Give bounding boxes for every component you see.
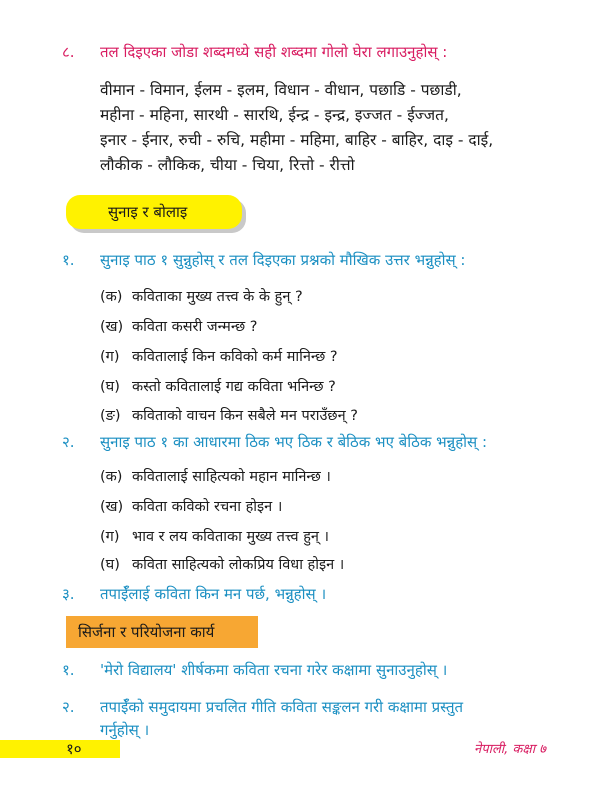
item-text: कविताको वाचन किन सबैले मन पराउँछन् ?	[132, 408, 358, 424]
list-item	[100, 376, 336, 396]
list-item	[100, 496, 282, 516]
list-item	[100, 466, 331, 486]
listening-question-2	[62, 432, 487, 452]
question-number: ८.	[62, 43, 75, 61]
word-line: इनार - ईनार, रुची - रुचि, महीमा - महिमा, बाहिर - बाहिर, दाइ - दाई,	[100, 131, 494, 149]
item-label: (घ)	[100, 557, 120, 573]
question-number: १.	[62, 251, 75, 269]
item-text: कवितालाई साहित्यको महान मानिन्छ ।	[132, 469, 331, 485]
list-item	[100, 526, 329, 546]
item-label: (ग)	[100, 349, 120, 365]
listening-question-3	[62, 584, 326, 604]
question-number: १.	[62, 661, 75, 679]
item-text: कस्तो कवितालाई गद्य कविता भनिन्छ ?	[132, 379, 336, 395]
item-text: कवितालाई किन कविको कर्म मानिन्छ ?	[132, 349, 338, 365]
word-line: वीमान - विमान, ईलम - इलम, विधान - वीधान, पछाडि - पछाडी,	[100, 81, 462, 99]
item-text: भाव र लय कविताका मुख्य तत्त्व हुन् ।	[132, 529, 330, 545]
item-text: कविता साहित्यको लोकप्रिय विधा होइन ।	[132, 557, 345, 573]
word-line: लौकीक - लौकिक, चीया - चिया, रित्तो - रीत्तो	[100, 156, 355, 174]
list-item	[100, 346, 338, 366]
question-text: तपाईँको समुदायमा प्रचलित गीति कविता सङ्कलन गरी कक्षामा प्रस्तुत	[100, 698, 464, 716]
item-text: कविता कसरी जन्मन्छ ?	[132, 319, 258, 335]
question-text: सुनाइ पाठ १ का आधारमा ठिक भए ठिक र बेठिक भए बेठिक भन्नुहोस् :	[100, 433, 488, 451]
listening-question-1	[62, 250, 465, 270]
item-label: (घ)	[100, 379, 120, 395]
question-text-continuation: गर्नुहोस् ।	[100, 721, 150, 739]
question-number: २.	[62, 433, 75, 451]
question-number: ३.	[62, 585, 75, 603]
item-label: (ख)	[100, 499, 124, 515]
page-number: १०	[66, 740, 82, 758]
section-heading-listening: सुनाइ र बोलाइ	[66, 195, 242, 229]
item-label: (ङ)	[100, 408, 121, 424]
question-text: 'मेरो विद्यालय' शीर्षकमा कविता रचना गरेर कक्षामा सुनाउनुहोस् ।	[100, 661, 448, 679]
question-text: तल दिइएका जोडा शब्दमध्ये सही शब्दमा गोलो घेरा लगाउनुहोस् :	[100, 43, 448, 61]
question-text: सुनाइ पाठ १ सुन्नुहोस् र तल दिइएका प्रश्नको मौखिक उत्तर भन्नुहोस् :	[100, 251, 466, 269]
item-label: (क)	[100, 289, 123, 305]
list-item	[100, 286, 303, 306]
project-question-1	[62, 660, 447, 680]
question-text: तपाईँलाई कविता किन मन पर्छ, भन्नुहोस् ।	[100, 585, 327, 603]
item-label: (ख)	[100, 319, 124, 335]
question-number: २.	[62, 698, 75, 716]
item-label: (क)	[100, 469, 123, 485]
section-heading-project: सिर्जना र परियोजना कार्य	[66, 616, 258, 648]
item-label: (ग)	[100, 529, 120, 545]
item-text: कविताका मुख्य तत्त्व के के हुन् ?	[132, 289, 303, 305]
item-text: कविता कविको रचना होइन ।	[132, 499, 283, 515]
list-item	[100, 316, 257, 336]
footer-bar	[0, 740, 120, 758]
book-title: नेपाली, कक्षा ७	[474, 742, 546, 757]
list-item	[100, 554, 344, 574]
word-line: महीना - महिना, सारथी - सारथि, ईन्द्र - इन्द्र, इज्जत - ईज्जत,	[100, 106, 449, 124]
project-question-2	[62, 697, 463, 717]
question-8	[62, 42, 447, 62]
list-item	[100, 405, 358, 425]
